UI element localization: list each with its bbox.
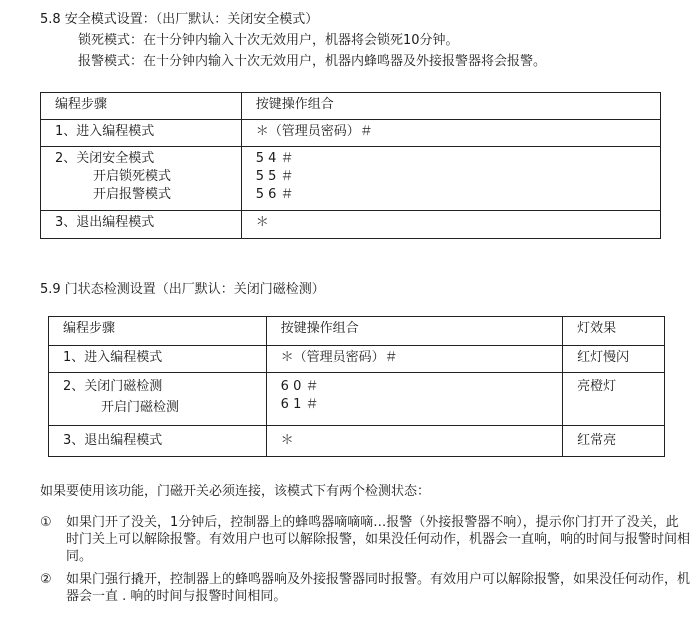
table-header-row — [41, 93, 661, 120]
header-keys: 按键操作组合 — [241, 93, 660, 120]
light-cell: 红常亮 — [577, 433, 617, 448]
step-cell: 1、进入编程模式 — [55, 124, 155, 139]
step-cell: 1、进入编程模式 — [63, 350, 163, 365]
keys-cell: ＊ — [255, 215, 269, 230]
step-cell: 3、退出编程模式 — [55, 215, 155, 230]
table-row — [41, 147, 661, 211]
step-cell: 2、关闭门磁检测 开启门磁检测 — [63, 379, 180, 415]
table-5-9 — [48, 316, 665, 457]
light-cell: 红灯慢闪 — [577, 350, 630, 365]
keys-cell: 5 4 ＃ 5 5 ＃ 5 6 ＃ — [255, 151, 294, 202]
section-5-8-title: 5.8 安全模式设置：（出厂默认：关闭安全模式） — [40, 12, 319, 27]
note-2-text: 如果门强行撬开，控制器上的蜂鸣器响及外接报警器同时报警。有效用户可以解除报警，如果没任何动作，机器会一直 . 响的时间与报警时间相同。 — [66, 572, 691, 604]
table-row — [41, 120, 661, 147]
usage-intro: 如果要使用该功能，门磁开关必须连接，该模式下有两个检测状态： — [40, 484, 431, 499]
note-2 — [40, 571, 690, 605]
header-steps: 编程步骤 — [49, 317, 267, 346]
step-cell: 3、退出编程模式 — [63, 433, 163, 448]
keys-cell: ＊（管理员密码）＃ — [255, 124, 373, 139]
keys-cell: ＊（管理员密码）＃ — [280, 350, 398, 365]
note-1 — [40, 514, 690, 565]
table-row — [41, 211, 661, 239]
table-row — [49, 426, 665, 457]
header-keys: 按键操作组合 — [266, 317, 562, 346]
section-5-9-title: 5.9 门状态检测设置（出厂默认：关闭门磁检测） — [40, 282, 325, 297]
header-light: 灯效果 — [563, 317, 665, 346]
step-cell: 2、关闭安全模式 开启锁死模式 开启报警模式 — [55, 151, 172, 202]
note-1-marker: ① — [40, 515, 52, 530]
note-1-text: 如果门开了没关，1分钟后，控制器上的蜂鸣器嘀嘀嘀…报警（外接报警器不响），提示你门打开了没关，此时门关上可以解除报警。有效用户也可以解除报警，如果没任何动作，机器会一直响，响的时间与报警时间相同。 — [66, 515, 691, 564]
note-2-marker: ② — [40, 572, 52, 587]
lockout-mode-desc: 锁死模式：在十分钟内输入十次无效用户，机器将会锁死10分钟。 — [78, 33, 459, 48]
table-5-8 — [40, 92, 661, 239]
table-row — [49, 346, 665, 373]
header-steps: 编程步骤 — [41, 93, 242, 120]
table-header-row — [49, 317, 665, 346]
table-row — [49, 373, 665, 426]
keys-cell: 6 0 ＃ 6 1 ＃ — [280, 379, 319, 412]
keys-cell: ＊ — [280, 433, 294, 448]
alarm-mode-desc: 报警模式：在十分钟内输入十次无效用户，机器内蜂鸣器及外接报警器将会报警。 — [78, 54, 547, 69]
light-cell: 亮橙灯 — [577, 379, 617, 394]
